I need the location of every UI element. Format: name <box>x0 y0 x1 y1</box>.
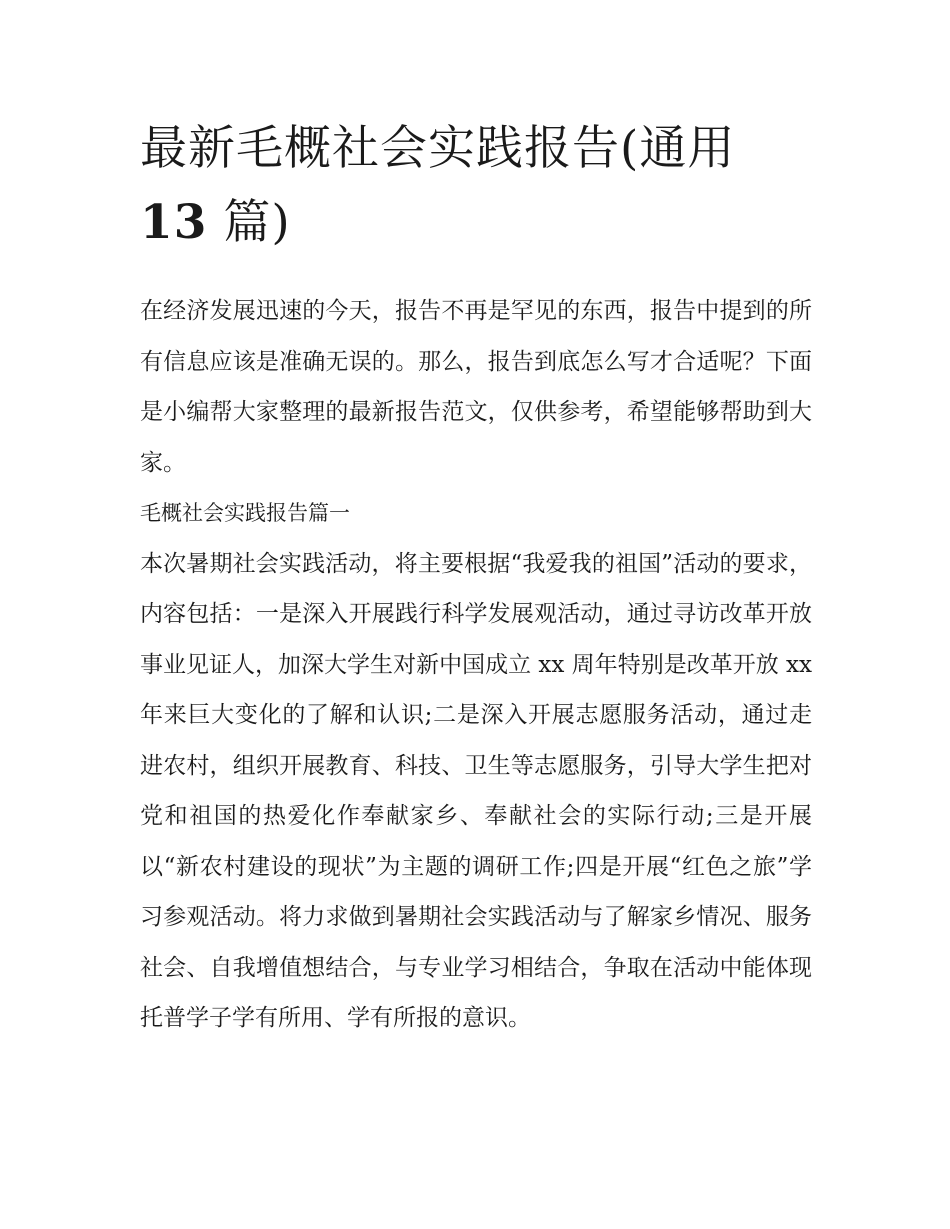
document-page <box>140 112 812 1044</box>
document-title <box>140 112 812 260</box>
section-heading: 毛概社会实践报告篇一 <box>140 501 350 525</box>
title-number: 13 <box>140 195 208 250</box>
section-body-paragraph: 本次暑期社会实践活动，将主要根据“我爱我的祖国”活动的要求，内容包括：一是深入开展践行科学发展观活动，通过寻访改革开放事业见证人，加深大学生对新中国成立 xx 周年特别是改革开放 xx 年来巨大变化的了解和认识;二是深入开展志愿服务活动，通过走进农村，组织开展教育、科技、卫生等志愿服务，引导大学生把对党和祖国的热爱化作奉献家乡、奉献社会的实际行动;三是开展以“新农村建设的现状”为主题的调研工作;四是开展“红色之旅”学习参观活动。将力求做到暑期社会实践活动与了解家乡情况、服务社会、自我增值想结合，与专业学习相结合，争取在活动中能体现托普学子学有所用、学有所报的意识。 <box>140 550 812 1031</box>
intro-paragraph: 在经济发展迅速的今天，报告不再是罕见的东西，报告中提到的所有信息应该是准确无误的。那么，报告到底怎么写才合适呢？下面是小编帮大家整理的最新报告范文，仅供参考，希望能够帮助到大家。 <box>140 298 812 476</box>
title-text: 最新毛概社会实践报告(通用 <box>140 121 736 176</box>
title-suffix: 篇) <box>207 195 291 250</box>
